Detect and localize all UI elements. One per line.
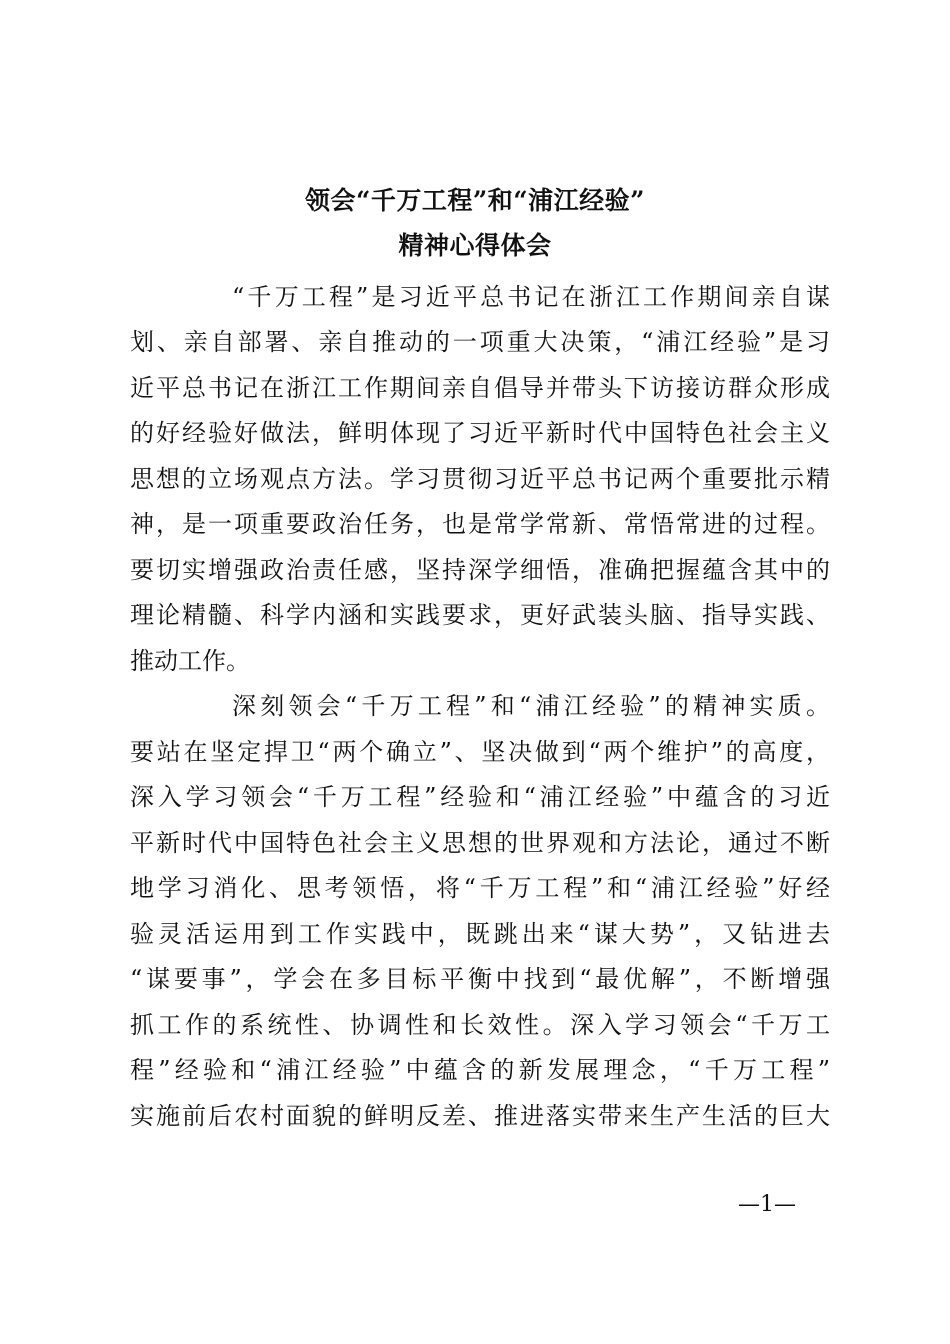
paragraph-2-line: 深入学习领会“千万工程”经验和“浦江经验”中蕴含的习近 [130,783,830,811]
paragraph-1-line: 的好经验好做法，鲜明体现了习近平新时代中国特色社会主义 [130,419,830,447]
paragraph-2-line: 深刻领会“千万工程”和“浦江经验”的精神实质。 [232,692,830,720]
document-title-line-1: 领会“千万工程”和“浦江经验” [304,186,646,215]
document-title-line-2: 精神心得体会 [398,231,552,260]
paragraph-1-line: 推动工作。 [130,647,250,675]
paragraph-2-line: “谋要事”，学会在多目标平衡中找到“最优解”，不断增强 [130,965,830,993]
page-number: —1— [738,1192,796,1217]
paragraph-2-line: 程”经验和“浦江经验”中蕴含的新发展理念，“千万工程” [130,1056,830,1084]
paragraph-1-line: “千万工程”是习近平总书记在浙江工作期间亲自谋 [232,283,830,311]
paragraph-2-line: 要站在坚定捍卫“两个确立”、坚决做到“两个维护”的高度， [130,738,830,766]
paragraph-1-line: 思想的立场观点方法。学习贯彻习近平总书记两个重要批示精 [130,465,830,493]
paragraph-2-line: 验灵活运用到工作实践中，既跳出来“谋大势”，又钻进去 [130,920,830,948]
paragraph-1-line: 近平总书记在浙江工作期间亲自倡导并带头下访接访群众形成 [130,374,830,402]
paragraph-1-line: 神，是一项重要政治任务，也是常学常新、常悟常进的过程。 [130,510,830,538]
paragraph-1-line: 要切实增强政治责任感，坚持深学细悟，准确把握蕴含其中的 [130,556,830,584]
paragraph-2-line: 地学习消化、思考领悟，将“千万工程”和“浦江经验”好经 [130,874,830,902]
paragraph-2-line: 平新时代中国特色社会主义思想的世界观和方法论，通过不断 [130,829,830,857]
paragraph-1-line: 理论精髓、科学内涵和实践要求，更好武装头脑、指导实践、 [130,601,830,629]
paragraph-2-line: 实施前后农村面貌的鲜明反差、推进落实带来生产生活的巨大 [130,1102,830,1130]
paragraph-2-line: 抓工作的系统性、协调性和长效性。深入学习领会“千万工 [130,1011,830,1039]
paragraph-1-line: 划、亲自部署、亲自推动的一项重大决策，“浦江经验”是习 [130,328,830,356]
